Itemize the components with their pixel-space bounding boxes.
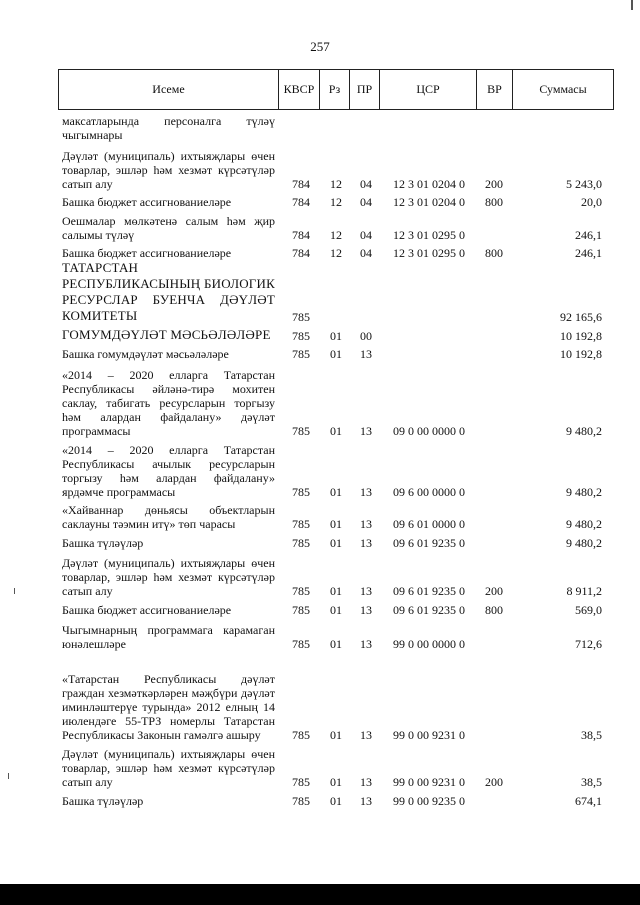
row-sum: 9 480,2: [566, 424, 602, 438]
table-row: [0, 440, 640, 499]
table-row: [0, 654, 640, 742]
header-vr: ВР: [477, 70, 513, 109]
header-name: Исеме: [59, 70, 279, 109]
row-vr: 200: [485, 775, 503, 789]
row-csr: 09 6 00 0000 0: [393, 485, 465, 499]
row-rz: 01: [330, 329, 342, 343]
row-rz: 12: [330, 246, 342, 260]
row-name: Оешмалар мөлкәтенә салым һәм җир салымы түләү: [62, 214, 275, 242]
row-vr: 200: [485, 177, 503, 191]
row-rz: 01: [330, 424, 342, 438]
row-pr: 13: [360, 584, 372, 598]
row-sum: 9 480,2: [566, 517, 602, 531]
row-kbsr: 785: [292, 603, 310, 617]
table-row: [0, 601, 640, 617]
row-rz: 12: [330, 228, 342, 242]
row-kbsr: 785: [292, 536, 310, 550]
row-pr: 13: [360, 603, 372, 617]
row-name: Чыгымнарның программага карамаган юнәлешләре: [62, 623, 275, 651]
row-sum: 8 911,2: [566, 584, 602, 598]
row-sum: 38,5: [581, 775, 602, 789]
row-pr: 13: [360, 517, 372, 531]
header-rz: Рз: [320, 70, 350, 109]
row-kbsr: 785: [292, 637, 310, 651]
row-kbsr: 784: [292, 228, 310, 242]
scan-mark: [8, 773, 9, 779]
row-kbsr: 785: [292, 728, 310, 742]
table-row: [0, 744, 640, 789]
row-name: Башка бюджет ассигнованиеләре: [62, 246, 232, 260]
header-kbsr: КВСР: [279, 70, 320, 109]
row-pr: 04: [360, 246, 372, 260]
scan-border-bottom: [0, 884, 640, 905]
row-vr: 800: [485, 246, 503, 260]
row-pr: 13: [360, 728, 372, 742]
row-kbsr: 785: [292, 584, 310, 598]
scan-mark: [14, 588, 15, 594]
row-pr: 04: [360, 228, 372, 242]
row-name: Дәүләт (муниципаль) ихтыяҗлары өчен товарлар, эшләр һәм хезмәт күрсәтүләр сатып алу: [62, 149, 275, 191]
header-sum: Суммасы: [539, 82, 587, 96]
row-csr: 12 3 01 0295 0: [393, 228, 465, 242]
row-csr: 09 6 01 9235 0: [393, 603, 465, 617]
table-row: [0, 620, 640, 651]
table-row: [0, 345, 640, 361]
row-rz: 01: [330, 584, 342, 598]
table-row: [0, 364, 640, 438]
row-kbsr: 785: [292, 424, 310, 438]
row-csr: 12 3 01 0204 0: [393, 177, 465, 191]
row-kbsr: 785: [292, 517, 310, 531]
row-rz: 01: [330, 347, 342, 361]
row-pr: 13: [360, 775, 372, 789]
row-vr: 800: [485, 195, 503, 209]
row-name: Дәүләт (муниципаль) ихтыяҗлары өчен товарлар, эшләр һәм хезмәт күрсәтүләр сатып алу: [62, 747, 275, 789]
row-kbsr: 784: [292, 195, 310, 209]
table-row: [0, 262, 640, 324]
row-name: «2014 – 2020 елларга Татарстан Республикасы әйләнә-тирә мохитен саклау, табигать ресурсларын торгызу һәм алардан файдалану» дәүләт программасы: [62, 368, 275, 438]
table-row: [0, 325, 640, 343]
table-row: [0, 112, 640, 142]
row-name: Дәүләт (муниципаль) ихтыяҗлары өчен товарлар, эшләр һәм хезмәт күрсәтүләр сатып алу: [62, 556, 275, 598]
row-name: «Татарстан Республикасы дәүләт граждан хезмәткәрләрен мәҗбүри дәүләт иминләштерүе турында» 2012 елның 14 июлендәге 55-ТРЗ номерлы Татарстан Республикасы Законын гамәлгә ашыру: [62, 672, 275, 742]
row-kbsr: 785: [292, 347, 310, 361]
row-csr: 99 0 00 9235 0: [393, 794, 465, 808]
header-pr: ПР: [350, 70, 380, 109]
header-csr: ЦСР: [380, 70, 477, 109]
row-kbsr: 785: [292, 310, 310, 324]
row-sum: 674,1: [575, 794, 602, 808]
row-pr: 13: [360, 347, 372, 361]
row-sum: 712,6: [575, 637, 602, 651]
row-name: Башка түләүләр: [62, 794, 144, 808]
row-rz: 12: [330, 195, 342, 209]
table-row: [0, 534, 640, 550]
page-number: 257: [310, 39, 330, 54]
row-pr: 13: [360, 637, 372, 651]
row-sum: 246,1: [575, 228, 602, 242]
row-sum: 92 165,6: [560, 310, 602, 324]
row-sum: 9 480,2: [566, 536, 602, 550]
row-name: «2014 – 2020 елларга Татарстан Республикасы ачылык ресурсларын торгызу һәм алардан файдалану» ярдәмче программасы: [62, 443, 275, 499]
row-pr: 04: [360, 195, 372, 209]
row-kbsr: 784: [292, 177, 310, 191]
row-kbsr: 785: [292, 775, 310, 789]
row-name: Башка бюджет ассигнованиеләре: [62, 195, 232, 209]
row-name: максатларында персоналга түләү чыгымнары: [62, 114, 275, 142]
row-sum: 38,5: [581, 728, 602, 742]
row-sum: 5 243,0: [566, 177, 602, 191]
row-csr: 99 0 00 0000 0: [393, 637, 465, 651]
row-csr: 99 0 00 9231 0: [393, 728, 465, 742]
row-csr: 09 6 01 9235 0: [393, 536, 465, 550]
table-row: [0, 792, 640, 808]
row-rz: 01: [330, 536, 342, 550]
row-name: Башка бюджет ассигнованиеләре: [62, 603, 232, 617]
row-sum: 10 192,8: [560, 347, 602, 361]
row-name: ТАТАРСТАН РЕСПУБЛИКАСЫНЫҢ БИОЛОГИК РЕСУРСЛАР БУЕНЧА ДӘҮЛӘТ КОМИТЕТЫ: [62, 260, 275, 323]
row-sum: 10 192,8: [560, 329, 602, 343]
row-kbsr: 785: [292, 794, 310, 808]
table-row: [0, 553, 640, 598]
row-rz: 12: [330, 177, 342, 191]
row-csr: 99 0 00 9231 0: [393, 775, 465, 789]
row-sum: 9 480,2: [566, 485, 602, 499]
row-rz: 01: [330, 517, 342, 531]
row-sum: 246,1: [575, 246, 602, 260]
row-pr: 13: [360, 424, 372, 438]
row-kbsr: 785: [292, 329, 310, 343]
table-row: [0, 146, 640, 191]
row-vr: 200: [485, 584, 503, 598]
table-row: [0, 501, 640, 531]
row-csr: 09 0 00 0000 0: [393, 424, 465, 438]
row-csr: 12 3 01 0204 0: [393, 195, 465, 209]
row-kbsr: 784: [292, 246, 310, 260]
row-name: Башка түләүләр: [62, 536, 144, 550]
row-csr: 09 6 01 0000 0: [393, 517, 465, 531]
row-rz: 01: [330, 775, 342, 789]
row-vr: 800: [485, 603, 503, 617]
row-name: «Хайваннар дөньясы объектларын саклауны тәэмин итү» төп чарасы: [62, 503, 275, 531]
row-sum: 20,0: [581, 195, 602, 209]
row-name: Башка гомумдәүләт мәсьәләләре: [62, 347, 229, 361]
scan-mark: [631, 0, 633, 10]
row-rz: 01: [330, 637, 342, 651]
row-rz: 01: [330, 485, 342, 499]
row-csr: 12 3 01 0295 0: [393, 246, 465, 260]
row-rz: 01: [330, 728, 342, 742]
table-row: [0, 193, 640, 209]
row-csr: 09 6 01 9235 0: [393, 584, 465, 598]
row-pr: 13: [360, 536, 372, 550]
row-pr: 13: [360, 794, 372, 808]
row-rz: 01: [330, 794, 342, 808]
table-row: [0, 212, 640, 242]
row-sum: 569,0: [575, 603, 602, 617]
row-rz: 01: [330, 603, 342, 617]
row-name: ГОМУМДӘҮЛӘТ МӘСЬӘЛӘЛӘРЕ: [62, 327, 271, 342]
row-pr: 04: [360, 177, 372, 191]
table-row: [0, 244, 640, 260]
row-pr: 13: [360, 485, 372, 499]
row-pr: 00: [360, 329, 372, 343]
row-kbsr: 785: [292, 485, 310, 499]
